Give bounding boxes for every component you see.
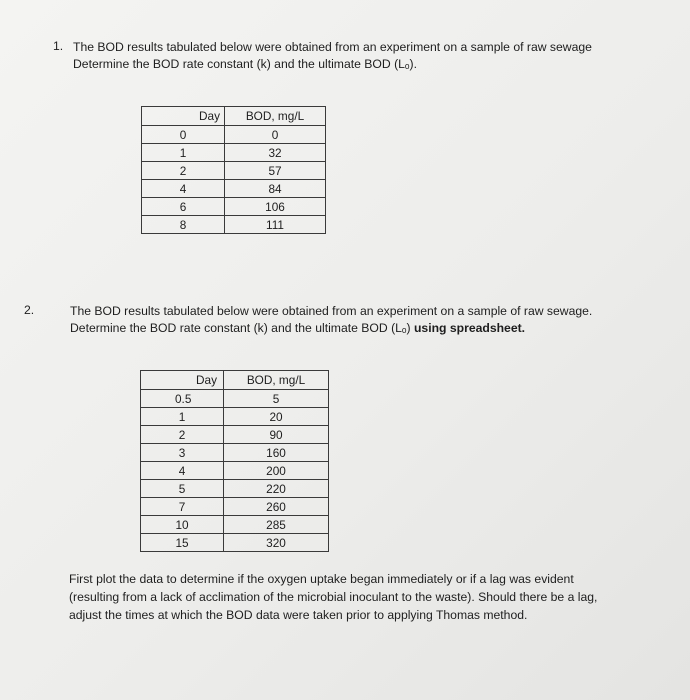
bod-header: BOD, mg/L [225, 107, 326, 126]
note-line-2: (resulting from a lack of acclimation of the microbial inoculant to the waste). Should there be a lag, [69, 590, 598, 604]
note-line-1: First plot the data to determine if the oxygen uptake began immediately or if a lag was evident [69, 572, 574, 586]
question-1-line-2: Determine the BOD rate constant (k) and the ultimate BOD (Lₒ). [73, 57, 417, 71]
question-2-line-2 [70, 320, 592, 337]
table-row [141, 444, 329, 462]
bod-header: BOD, mg/L [224, 371, 329, 390]
note-line-3: adjust the times at which the BOD data were taken prior to applying Thomas method. [69, 608, 528, 622]
day-header: Day [141, 371, 224, 390]
question-2-line-2-prefix: Determine the BOD rate constant (k) and the ultimate BOD (Lₒ) [70, 321, 414, 335]
bod-cell: 20 [224, 408, 329, 426]
day-cell: 4 [141, 462, 224, 480]
day-cell: 1 [141, 408, 224, 426]
question-2-line-1: The BOD results tabulated below were obtained from an experiment on a sample of raw sewage. [70, 304, 593, 318]
day-cell: 1 [142, 144, 225, 162]
table-row [142, 198, 326, 216]
question-2-line-2-bold: using spreadsheet. [413, 321, 526, 335]
table-row [141, 480, 329, 498]
bod-cell: 285 [224, 516, 329, 534]
question-1-text [73, 39, 592, 73]
bod-cell: 320 [224, 534, 329, 552]
table-row [142, 162, 326, 180]
day-cell: 6 [142, 198, 225, 216]
day-cell: 7 [141, 498, 224, 516]
table-row [142, 144, 326, 162]
bod-cell: 106 [225, 198, 326, 216]
day-cell: 3 [141, 444, 224, 462]
bod-cell: 160 [224, 444, 329, 462]
bod-cell: 32 [225, 144, 326, 162]
table-row [141, 462, 329, 480]
table-row [141, 408, 329, 426]
bod-cell: 260 [224, 498, 329, 516]
table-header-row [141, 371, 329, 390]
day-header: Day [142, 107, 225, 126]
table-row [141, 390, 329, 408]
table-row [142, 180, 326, 198]
table-row [142, 126, 326, 144]
table-row [141, 534, 329, 552]
bod-cell: 57 [225, 162, 326, 180]
question-2-text [70, 303, 592, 337]
question-1-line-1: The BOD results tabulated below were obtained from an experiment on a sample of raw sewage [73, 40, 592, 54]
bod-cell: 84 [225, 180, 326, 198]
question-1-number: 1. [53, 39, 64, 53]
day-cell: 0 [142, 126, 225, 144]
bod-table-1 [141, 106, 326, 234]
day-cell: 2 [142, 162, 225, 180]
day-cell: 2 [141, 426, 224, 444]
day-cell: 0.5 [141, 390, 224, 408]
bod-cell: 111 [225, 216, 326, 234]
day-cell: 5 [141, 480, 224, 498]
bod-cell: 200 [224, 462, 329, 480]
table-row [141, 426, 329, 444]
day-cell: 10 [141, 516, 224, 534]
day-cell: 15 [141, 534, 224, 552]
table-header-row [142, 107, 326, 126]
day-cell: 8 [142, 216, 225, 234]
question-2-number: 2. [24, 303, 35, 317]
bod-cell: 0 [225, 126, 326, 144]
bod-cell: 220 [224, 480, 329, 498]
question-2-note [69, 570, 597, 624]
bod-table-2 [140, 370, 329, 552]
table-row [142, 216, 326, 234]
table-row [141, 516, 329, 534]
table-row [141, 498, 329, 516]
bod-cell: 5 [224, 390, 329, 408]
day-cell: 4 [142, 180, 225, 198]
bod-cell: 90 [224, 426, 329, 444]
